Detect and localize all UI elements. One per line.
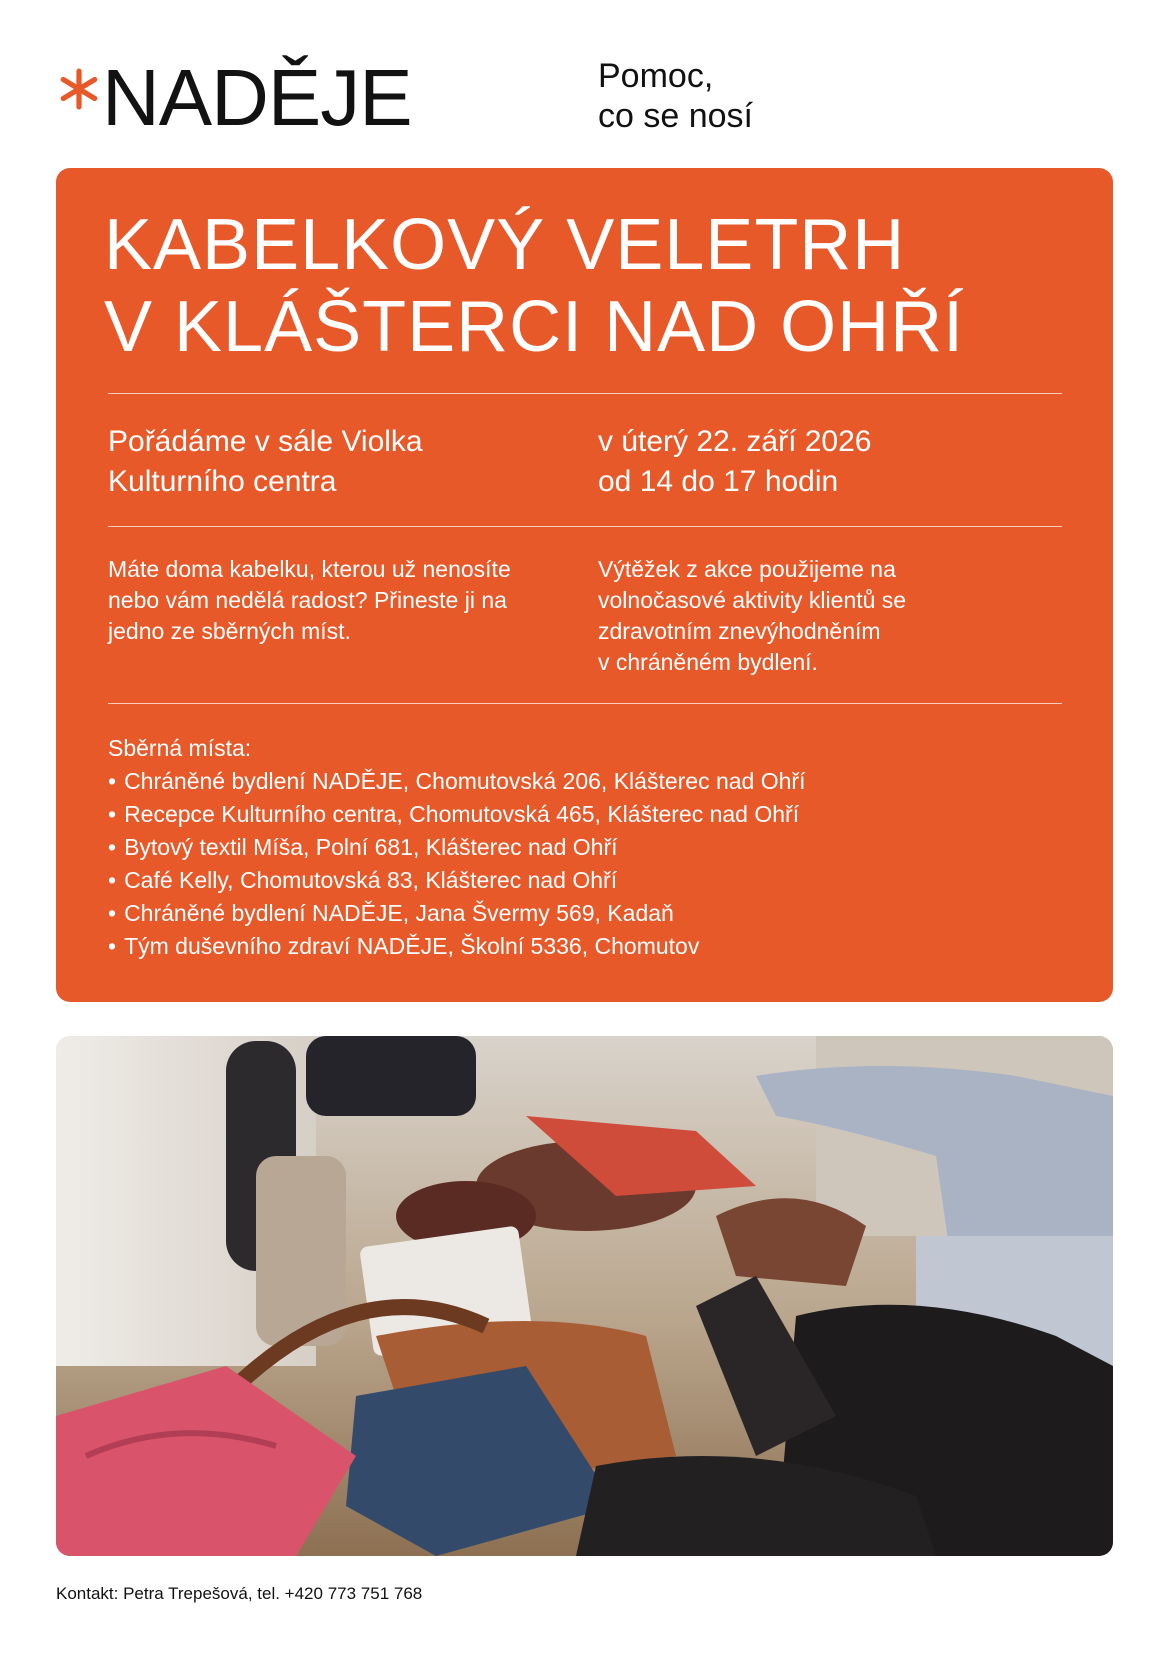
event-title-line-2: V KLÁŠTERCI NAD OHŘÍ bbox=[104, 287, 965, 367]
collection-points bbox=[108, 732, 805, 963]
handbags-photo bbox=[56, 1036, 1113, 1556]
proceeds-text bbox=[598, 554, 906, 678]
list-item: • Tým duševního zdraví NADĚJE, Školní 5336, Chomutov bbox=[108, 930, 805, 963]
tagline bbox=[598, 56, 753, 136]
intro-line-3: jedno ze sběrných míst. bbox=[108, 618, 351, 644]
intro-line-1: Máte doma kabelku, kterou už nenosíte bbox=[108, 556, 511, 582]
handbags-illustration bbox=[56, 1036, 1113, 1556]
tagline-line-2: co se nosí bbox=[598, 97, 753, 135]
divider bbox=[108, 526, 1062, 527]
event-title bbox=[104, 204, 1084, 368]
divider bbox=[108, 393, 1062, 394]
tagline-line-1: Pomoc, bbox=[598, 57, 714, 95]
venue-line-1: Pořádáme v sále Violka bbox=[108, 425, 423, 458]
proceeds-line-2: volnočasové aktivity klientů se bbox=[598, 587, 907, 613]
brand-name: NADĚJE bbox=[102, 53, 412, 142]
proceeds-line-3: zdravotním znevýhodněním bbox=[598, 618, 881, 644]
list-item: • Recepce Kulturního centra, Chomutovská 465, Klášterec nad Ohří bbox=[108, 798, 805, 831]
venue-line-2: Kulturního centra bbox=[108, 465, 337, 498]
intro-text bbox=[108, 554, 511, 647]
date-text bbox=[598, 422, 872, 502]
list-item: • Chráněné bydlení NADĚJE, Chomutovská 206, Klášterec nad Ohří bbox=[108, 765, 805, 798]
collection-heading: Sběrná místa: bbox=[108, 735, 252, 761]
collection-list bbox=[108, 765, 805, 963]
event-title-line-1: KABELKOVÝ VELETRH bbox=[104, 205, 906, 285]
venue-text bbox=[108, 422, 423, 502]
intro-line-2: nebo vám nedělá radost? Přineste ji na bbox=[108, 587, 507, 613]
list-item: • Bytový textil Míša, Polní 681, Klášterec nad Ohří bbox=[108, 831, 805, 864]
divider bbox=[108, 703, 1062, 704]
list-item: • Café Kelly, Chomutovská 83, Klášterec nad Ohří bbox=[108, 864, 805, 897]
date-line-1: v úterý 22. září 2026 bbox=[598, 425, 872, 458]
date-line-2: od 14 do 17 hodin bbox=[598, 465, 839, 498]
proceeds-line-1: Výtěžek z akce použijeme na bbox=[598, 556, 896, 582]
asterisk-icon bbox=[58, 68, 100, 110]
contact-info: Kontakt: Petra Trepešová, tel. +420 773 751 768 bbox=[56, 1584, 423, 1603]
brand-logo bbox=[58, 53, 412, 142]
proceeds-line-4: v chráněném bydlení. bbox=[598, 649, 818, 675]
event-panel bbox=[56, 168, 1113, 1002]
list-item: • Chráněné bydlení NADĚJE, Jana Švermy 569, Kadaň bbox=[108, 897, 805, 930]
